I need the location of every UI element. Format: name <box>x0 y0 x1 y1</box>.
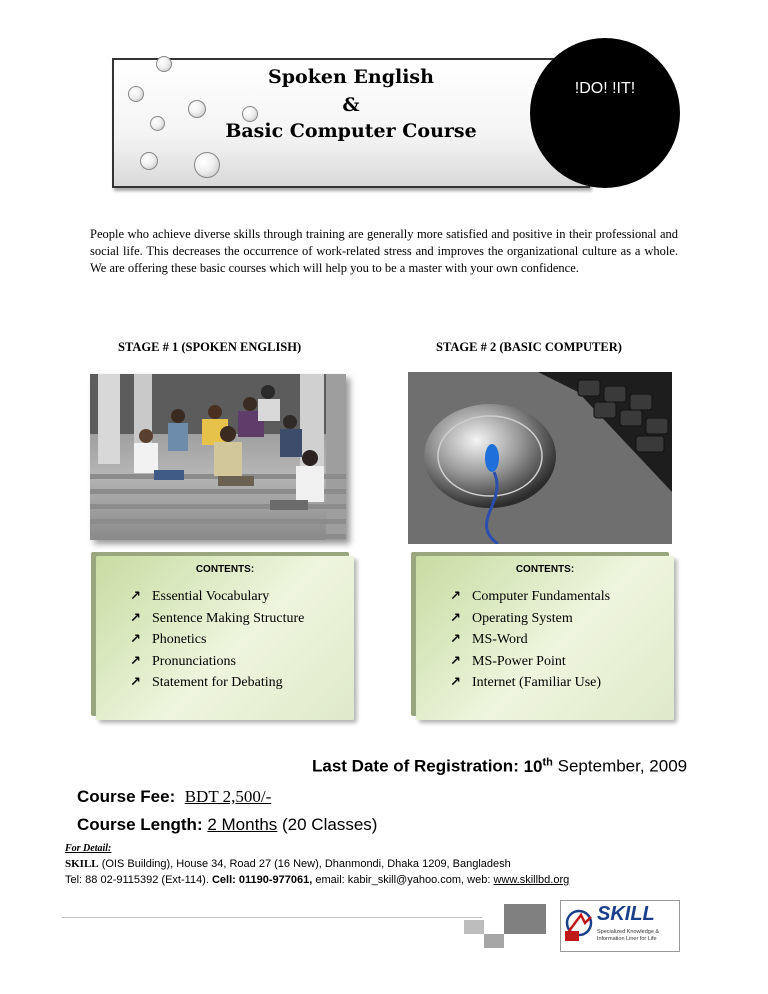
skill-logo <box>560 900 680 952</box>
stage1-heading <box>118 340 301 355</box>
stage2-label: STAGE # 2 <box>436 340 497 354</box>
stage2-name: (BASIC COMPUTER) <box>499 340 622 354</box>
course-length <box>77 815 377 835</box>
bubble-decoration <box>194 152 220 178</box>
stage1-name: (SPOKEN ENGLISH) <box>181 340 302 354</box>
list-item: ↗ Sentence Making Structure <box>130 608 304 630</box>
list-item: ↗ Computer Fundamentals <box>450 586 610 608</box>
curved-arrow-icon: ↗ <box>130 675 141 691</box>
logo-name: SKILL <box>597 903 655 925</box>
footer-square <box>504 904 546 934</box>
curved-arrow-icon: ↗ <box>450 589 461 604</box>
footer-rule <box>62 917 482 918</box>
mouse-keyboard-illustration <box>408 372 672 544</box>
bubble-decoration <box>140 152 158 170</box>
registration-day: 10th <box>523 756 553 776</box>
fee-label: Course Fee: <box>77 787 176 806</box>
org-name: SKILL <box>65 858 99 870</box>
list-item: ↗ Essential Vocabulary <box>130 586 304 608</box>
curved-arrow-icon: ↗ <box>450 653 461 669</box>
curved-arrow-icon: ↗ <box>450 632 461 648</box>
registration-label: Last Date of Registration: <box>312 756 519 776</box>
list-item: ↗ MS-Power Point <box>450 651 610 673</box>
list-item: ↗ Phonetics <box>130 629 304 651</box>
tel-text: Tel: 88 02-9115392 (Ext-114). <box>65 874 209 886</box>
title-line1: Spoken English <box>268 66 434 88</box>
footer-square <box>464 920 484 934</box>
logo-tagline1: Specialized Knowledge & <box>597 929 660 935</box>
cell-number: 01190-977061, <box>238 874 313 886</box>
footer-square <box>484 934 504 948</box>
address-line <box>65 858 511 870</box>
title-line3: Basic Computer Course <box>225 120 477 142</box>
students-photo <box>90 374 346 540</box>
email-text: email: kabir_skill@yahoo.com, web: <box>315 874 491 886</box>
registration-date-rest: September, 2009 <box>557 756 688 776</box>
computer-mouse-photo <box>408 372 672 544</box>
list-item: ↗ MS-Word <box>450 629 610 651</box>
stage2-contents-title: CONTENTS: <box>515 564 575 575</box>
curved-arrow-icon: ↗ <box>130 589 141 604</box>
curved-arrow-icon: ↗ <box>450 675 461 691</box>
title-line2: & <box>342 94 360 116</box>
list-item: ↗ Statement for Debating <box>130 672 304 694</box>
stage1-contents-list <box>130 586 304 694</box>
intro-paragraph: People who achieve diverse skills through training are generally more satisfied and positive in their professional and social life. This decreases the occurrence of work-related stress and improves the organizational culture as a whole. We are offering these basic courses which will help you to be a master with your own confidence. <box>90 227 678 275</box>
for-detail-heading: For Detail: <box>65 843 112 854</box>
cell-label: Cell: <box>211 874 236 886</box>
curved-arrow-icon: ↗ <box>130 632 141 648</box>
header-banner <box>112 58 590 188</box>
badge-circle <box>530 38 680 188</box>
curved-arrow-icon: ↗ <box>450 610 461 626</box>
list-item: ↗ Internet (Familiar Use) <box>450 672 610 694</box>
website-link[interactable]: www.skillbd.org <box>493 874 570 886</box>
stage1-contents-title: CONTENTS: <box>195 564 255 575</box>
stage1-contents-box <box>96 556 354 720</box>
list-item: ↗ Pronunciations <box>130 651 304 673</box>
stage2-heading <box>436 340 622 355</box>
list-item: ↗ Operating System <box>450 608 610 630</box>
registration-deadline <box>312 756 687 777</box>
contact-line <box>65 874 569 886</box>
students-illustration <box>90 374 346 540</box>
fee-value: BDT 2,500/- <box>184 787 272 806</box>
length-label: Course Length: <box>77 815 203 834</box>
stage1-label: STAGE # 1 <box>118 340 179 354</box>
course-fee <box>77 787 271 807</box>
address-text: (OIS Building), House 34, Road 27 (16 New), Dhanmondi, Dhaka 1209, Bangladesh <box>101 858 511 870</box>
length-value: 2 Months <box>207 815 278 834</box>
stage2-contents-list <box>450 586 610 694</box>
stage2-contents-box <box>416 556 674 720</box>
logo-tagline2: Information Liner for Life <box>597 936 657 942</box>
curved-arrow-icon: ↗ <box>130 653 141 669</box>
badge-text: !DO! !IT! <box>574 80 636 97</box>
length-extra: (20 Classes) <box>282 815 378 834</box>
curved-arrow-icon: ↗ <box>130 610 141 626</box>
